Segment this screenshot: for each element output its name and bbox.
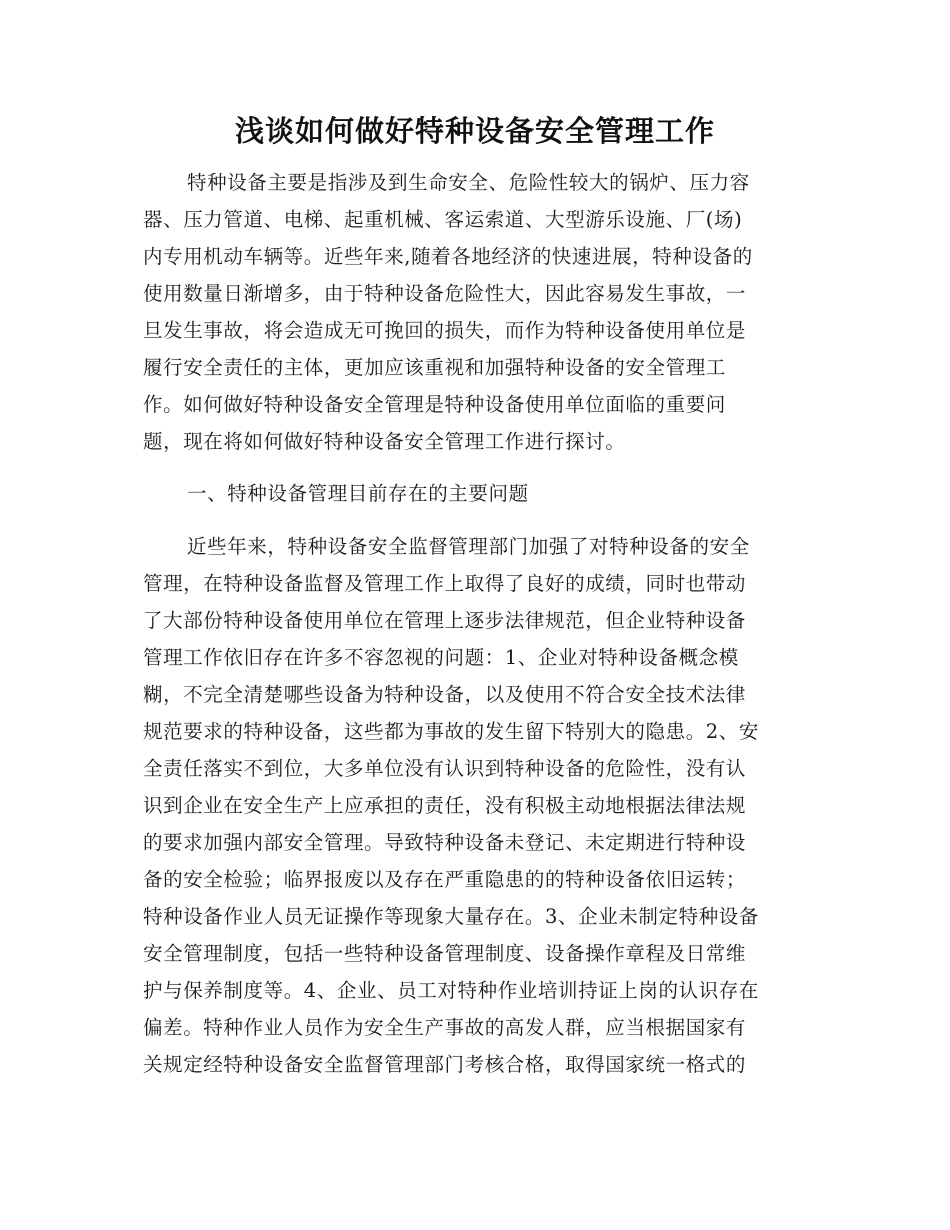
paragraph-2-line-14: 偏差。特种作业人员作为安全生产事故的高发人群，应当根据国家有 bbox=[143, 1016, 747, 1039]
paragraph-2-line-10: 备的安全检验；临界报废以及存在严重隐患的的特种设备依旧运转； bbox=[143, 868, 747, 891]
paragraph-1-line-7: 作。如何做好特种设备安全管理是特种设备使用单位面临的重要问 bbox=[143, 393, 726, 416]
paragraph-1-line-2: 器、压力管道、电梯、起重机械、客运索道、大型游乐设施、厂(场) bbox=[143, 208, 743, 231]
paragraph-1-line-4: 使用数量日渐增多，由于特种设备危险性大，因此容易发生事故，一 bbox=[143, 282, 747, 305]
paragraph-2-line-1: 近些年来，特种设备安全监督管理部门加强了对特种设备的安全 bbox=[187, 535, 750, 558]
paragraph-2-line-9: 的要求加强内部安全管理。导致特种设备未登记、未定期进行特种设 bbox=[143, 831, 747, 854]
paragraph-2-line-13: 护与保养制度等。4、企业、员工对特种作业培训持证上岗的认识存在 bbox=[143, 979, 760, 1002]
paragraph-2-line-8: 识到企业在安全生产上应承担的责任，没有积极主动地根据法律法规 bbox=[143, 794, 747, 817]
section-heading: 一、特种设备管理目前存在的主要问题 bbox=[187, 482, 529, 505]
paragraph-1-line-8: 题，现在将如何做好特种设备安全管理工作进行探讨。 bbox=[143, 430, 626, 453]
paragraph-2-line-12: 安全管理制度，包括一些特种设备管理制度、设备操作章程及日常维 bbox=[143, 942, 747, 965]
paragraph-2-line-7: 全责任落实不到位，大多单位没有认识到特种设备的危险性，没有认 bbox=[143, 757, 747, 780]
paragraph-2-line-5: 糊，不完全清楚哪些设备为特种设备，以及使用不符合安全技术法律 bbox=[143, 683, 747, 706]
paragraph-2-line-11: 特种设备作业人员无证操作等现象大量存在。3、企业未制定特种设备 bbox=[143, 905, 760, 928]
paragraph-2-line-4: 管理工作依旧存在许多不容忽视的问题：1、企业对特种设备概念模 bbox=[143, 646, 739, 669]
paragraph-1-line-6: 履行安全责任的主体，更加应该重视和加强特种设备的安全管理工 bbox=[143, 356, 726, 379]
paragraph-2-line-3: 了大部份特种设备使用单位在管理上逐步法律规范，但企业特种设备 bbox=[143, 609, 747, 632]
paragraph-1-line-1: 特种设备主要是指涉及到生命安全、危险性较大的锅炉、压力容 bbox=[187, 171, 750, 194]
document-title: 浅谈如何做好特种设备安全管理工作 bbox=[234, 114, 715, 148]
paragraph-2-line-6: 规范要求的特种设备，这些都为事故的发生留下特别大的隐患。2、安 bbox=[143, 720, 760, 743]
paragraph-1-line-5: 旦发生事故，将会造成无可挽回的损失，而作为特种设备使用单位是 bbox=[143, 319, 747, 342]
paragraph-2-line-2: 管理，在特种设备监督及管理工作上取得了良好的成绩，同时也带动 bbox=[143, 572, 747, 595]
paragraph-2-line-15: 关规定经特种设备安全监督管理部门考核合格，取得国家统一格式的 bbox=[143, 1053, 747, 1076]
paragraph-1-line-3: 内专用机动车辆等。近些年来,随着各地经济的快速进展，特种设备的 bbox=[143, 245, 753, 268]
